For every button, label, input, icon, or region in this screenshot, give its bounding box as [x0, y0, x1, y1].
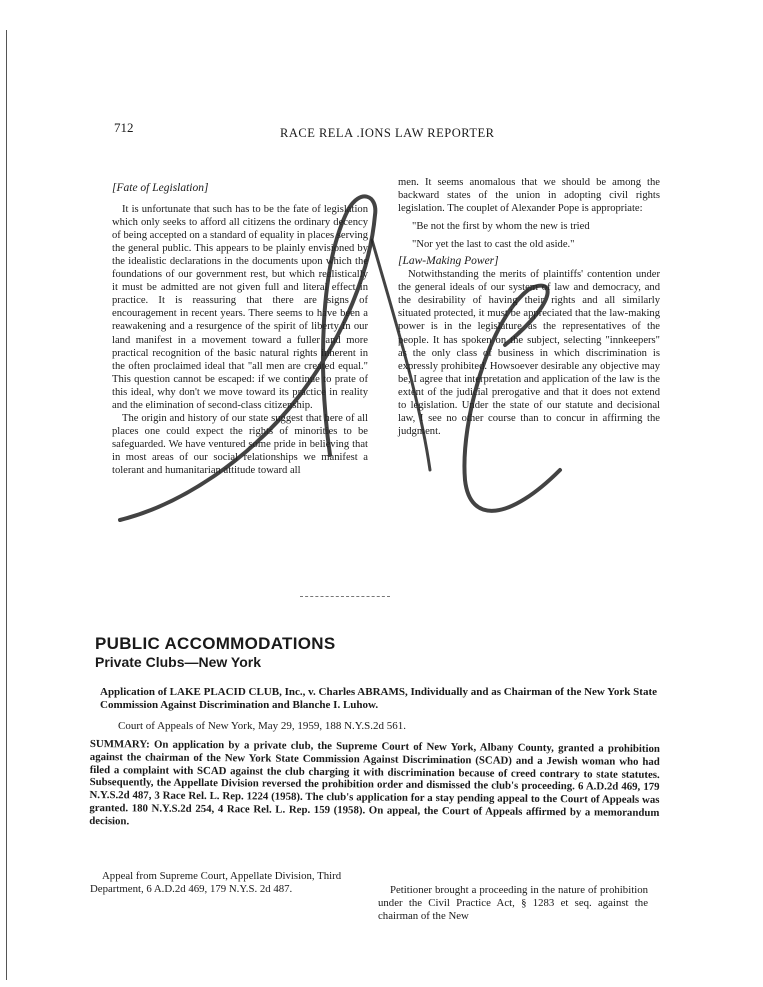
case-summary	[89, 738, 660, 833]
court-citation: Court of Appeals of New York, May 29, 1959, 188 N.Y.S.2d 561.	[118, 720, 406, 732]
left-paragraph-1: It is unfortunate that such has to be the fate of legislation which only seeks to afford all citizens the ordinary decency of being accepted on a standard of equality in places serving the general public. This appears to be plainly envisioned by the idealistic declarations in the documents upon which the foundations of our government rest, but which realistically it must be admitted are not given full and literal effect in practice. It is reassuring that there are signs of encouragement in recent years. There seems to have been a reawakening and a resurgence of the spirit of liberty in our land manifest in a movement toward a fuller and more practical recognition of the basic natural rights inherent in the often proclaimed ideal that "all men are created equal." This question cannot be escaped: if we continue to prate of this ideal, why don't we move toward its practice in reality and the elimination of second-class citizenship.	[112, 204, 368, 411]
left-paragraph-2: The origin and history of our state suggest that here of all places one could expect the rights of minorities to be safeguarded. We have ventured some pride in believing that in most areas of our social relationships we manifest a tolerant and humanitarian attitude toward all	[112, 412, 368, 476]
summary-label: SUMMARY:	[89, 738, 150, 751]
section-subtitle: Private Clubs—New York	[95, 654, 261, 670]
section-separator	[300, 596, 390, 597]
appeal-from-text: Appeal from Supreme Court, Appellate Division, Third Department, 6 A.D.2d 469, 179 N.Y.S. 2d 487.	[90, 870, 342, 895]
pope-quote-line-2: "Nor yet the last to cast the old aside."	[412, 239, 575, 251]
appeal-from-block	[90, 870, 360, 896]
right-column	[398, 176, 660, 438]
right-paragraph: Notwithstanding the merits of plaintiffs' contention under the general ideals of our system of law and democracy, and the desirability of having their rights and all similarly situated protected, it must be appreciated that the law-making power is in the legislature as the representatives of the people. It has spoken on the subject, selecting "innkeepers" as the only class of business in which discrimination is expressly prohibited. Howsoever desirable any objective may be, I agree that interpretation and application of the law is the extent of the judicial prerogative and that it does not extend to legislation. Under the state of our statute and decisional law, I see no other course than to concur in affirming the judgment.	[398, 269, 660, 437]
right-intro-paragraph: men. It seems anomalous that we should be among the backward states of the union in adopting civil rights legislation. The couplet of Alexander Pope is appropriate:	[398, 177, 660, 215]
pope-quote-line-1: "Be not the first by whom the new is tried	[412, 221, 590, 233]
left-column	[112, 182, 368, 477]
summary-text: On application by a private club, the Supreme Court of New York, Albany County, granted a prohibition against the chairman of the New York State Commission Against Discrimination (SCAD) and a Jewish woman who had filed a complaint with SCAD against the club charging it with discrimination because of creed contrary to state statutes. Subsequently, the Appellate Division reversed the prohibition order and dismissed the club's proceeding. 6 A.D.2d 469, 179 N.Y.S.2d 487, 3 Race Rel. L. Rep. 1224 (1958). The club's application for a stay pending appeal to the Court of Appeals was granted. 180 N.Y.S.2d 254, 4 Race Rel. L. Rep. 159 (1958). On appeal, the Court of Appeals affirmed by a memorandum decision.	[89, 738, 660, 828]
section-title: PUBLIC ACCOMMODATIONS	[95, 634, 336, 653]
page-number: 712	[114, 120, 134, 135]
case-caption: Application of LAKE PLACID CLUB, Inc., v. Charles ABRAMS, Individually and as Chairman of the New York State Commission Against Discrimination and Blanche I. Luhow.	[100, 686, 657, 711]
petitioner-block	[378, 884, 648, 923]
petitioner-text: Petitioner brought a proceeding in the nature of prohibition under the Civil Practice Act, § 1283 et seq. against the chairman of the New	[378, 884, 648, 922]
fate-of-legislation-heading: [Fate of Legislation]	[112, 182, 209, 194]
scan-edge-line	[6, 30, 7, 980]
law-making-power-heading: [Law-Making Power]	[398, 255, 499, 268]
running-head: RACE RELA .IONS LAW REPORTER	[280, 126, 495, 140]
